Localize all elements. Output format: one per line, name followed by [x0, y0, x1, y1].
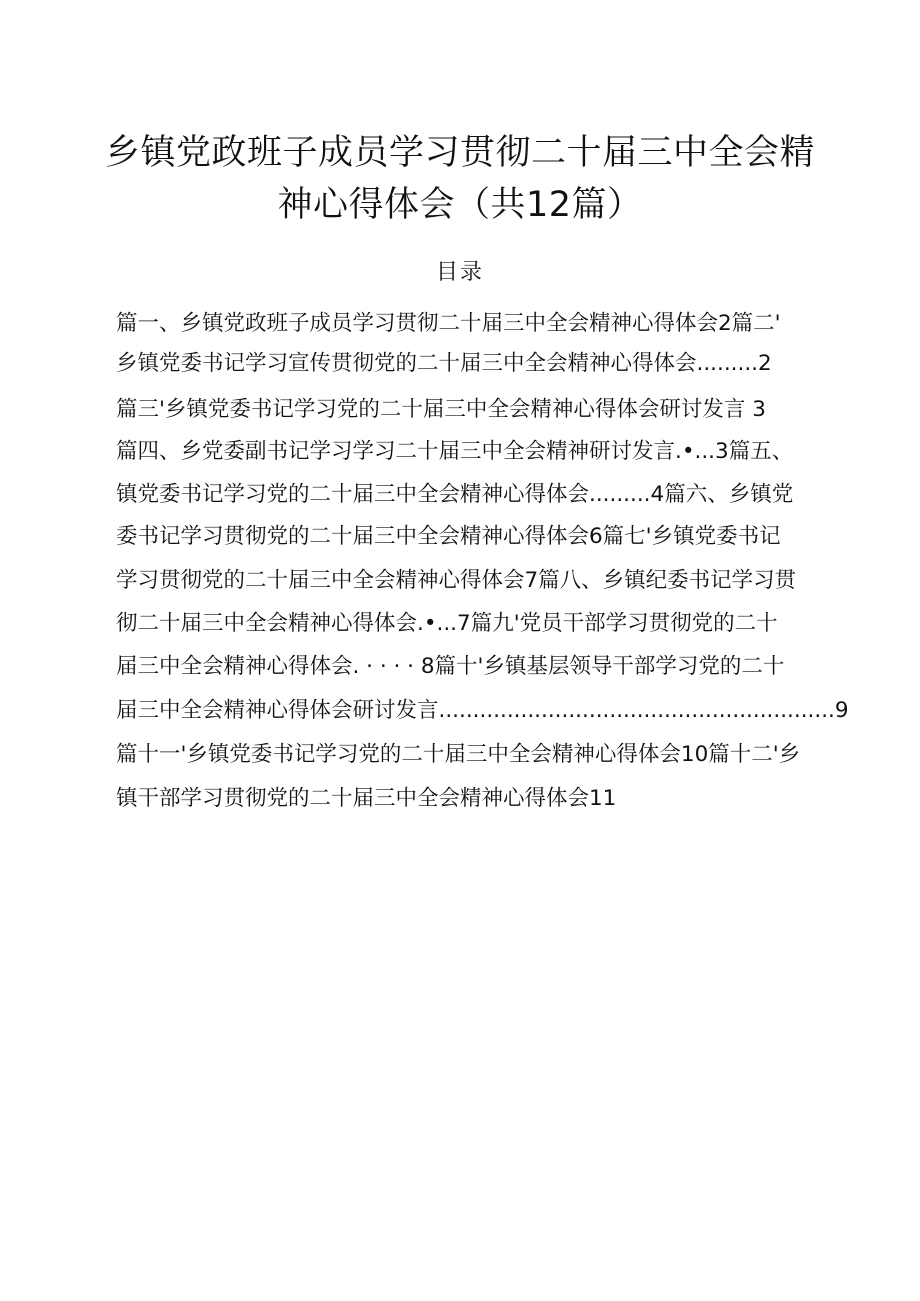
- toc-line: 镇干部学习贯彻党的二十届三中全会精神心得体会11: [116, 786, 617, 811]
- document-title-line-2: 神心得体会（共12篇）: [277, 185, 643, 225]
- toc-line: 委书记学习贯彻党的二十届三中全会精神心得体会6篇七'乡镇党委书记: [116, 524, 781, 549]
- toc-heading: 目录: [435, 260, 484, 285]
- toc-line: 乡镇党委书记学习宣传贯彻党的二十届三中全会精神心得体会.........2: [116, 351, 772, 376]
- toc-line: 届三中全会精神心得体会研讨发言..........................................................9: [116, 698, 849, 723]
- toc-line: 篇一、乡镇党政班子成员学习贯彻二十届三中全会精神心得体会2篇二': [116, 311, 781, 336]
- toc-line: 彻二十届三中全会精神心得体会.•...7篇九'党员干部学习贯彻党的二十: [116, 611, 778, 636]
- toc-line: 篇十一'乡镇党委书记学习党的二十届三中全会精神心得体会10篇十二'乡: [116, 742, 801, 767]
- document-title-line-1: 乡镇党政班子成员学习贯彻二十届三中全会精: [104, 133, 815, 173]
- toc-line: 届三中全会精神心得体会. · · · · 8篇十'乡镇基层领导干部学习党的二十: [116, 654, 785, 679]
- toc-line: 篇四、乡党委副书记学习学习二十届三中全会精神研讨发言.•...3篇五、: [116, 439, 794, 464]
- toc-line: 篇三'乡镇党委书记学习党的二十届三中全会精神心得体会研讨发言 3: [116, 397, 766, 422]
- toc-line: 镇党委书记学习党的二十届三中全会精神心得体会.........4篇六、乡镇党: [116, 482, 794, 507]
- toc-line: 学习贯彻党的二十届三中全会精神心得体会7篇八、乡镇纪委书记学习贯: [116, 568, 797, 593]
